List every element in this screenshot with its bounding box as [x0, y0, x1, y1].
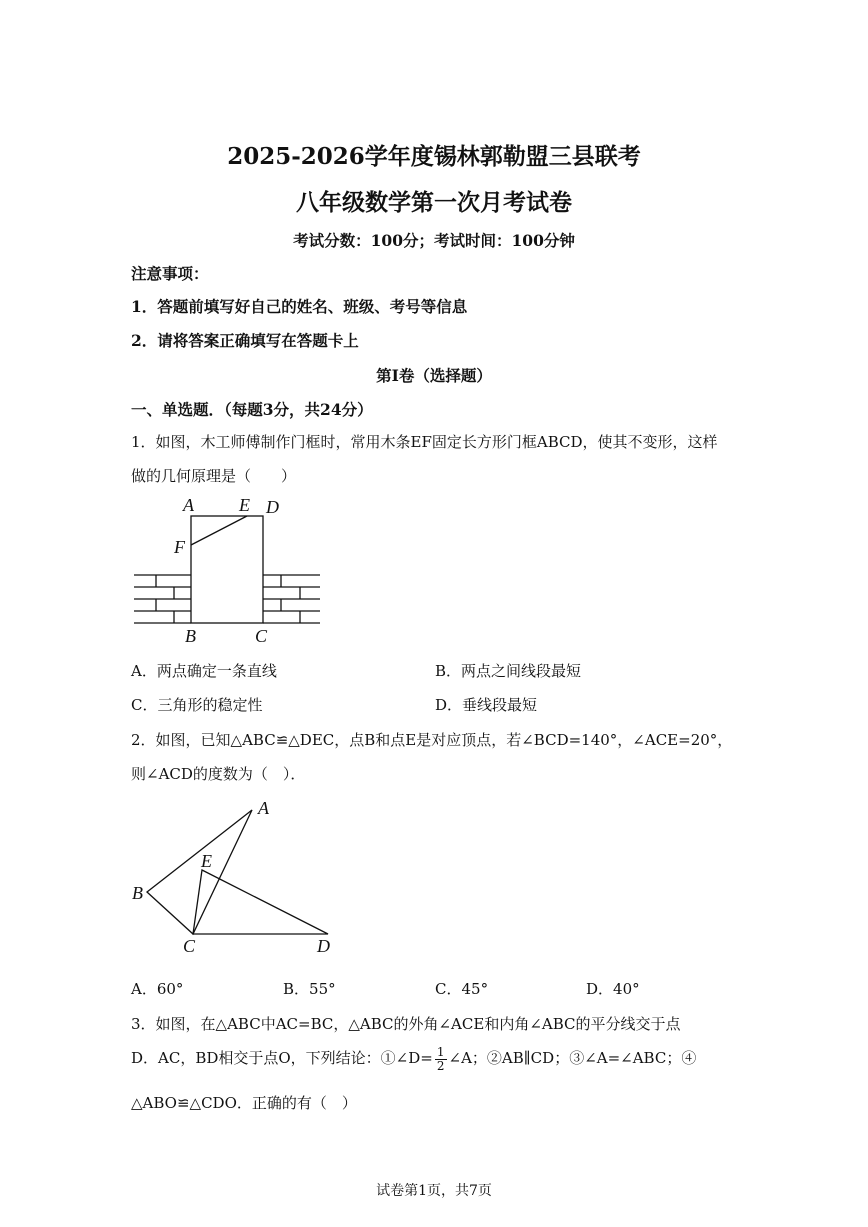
q2-label-e: E: [201, 851, 212, 871]
door-frame-rect: [191, 516, 263, 623]
notes-item-1: 1．答题前填写好自己的姓名、班级、考号等信息: [131, 297, 468, 316]
exam-title: 2025-2026学年度锡林郭勒盟三县联考: [227, 143, 641, 170]
q2-label-a: A: [258, 798, 269, 818]
q3-fraction-half: [435, 1046, 447, 1073]
q2-label-c: C: [183, 936, 196, 956]
q3-stem-line2-part2: ∠A；②AB∥CD；③∠A=∠ABC；④: [448, 1049, 697, 1067]
q1-stem-line2: 做的几何原理是（ ）: [131, 467, 297, 485]
brace-ef: [191, 516, 247, 545]
q1-option-d: D．垂线段最短: [435, 696, 538, 714]
q3-stem-line2: [131, 1043, 696, 1073]
q2-label-d: D: [317, 936, 330, 956]
q2-option-d: D．40°: [586, 980, 640, 998]
q2-stem-line1: 2．如图，已知△ABC≌△DEC，点B和点E是对应顶点，若∠BCD=140°，∠ACE=20°，: [131, 731, 733, 749]
page-footer: 试卷第1页，共7页: [376, 1183, 492, 1199]
exam-subtitle: 八年级数学第一次月考试卷: [296, 189, 572, 216]
q1-door-frame-figure: [130, 495, 330, 650]
fraction-denominator: 2: [436, 1058, 445, 1073]
q3-stem-line1: 3．如图，在△ABC中AC=BC，△ABC的外角∠ACE和内角∠ABC的平分线交于点: [131, 1015, 681, 1033]
part1-heading: 一、单选题．（每题3分，共24分）: [131, 400, 373, 419]
q1-stem-line1: 1．如图，木工师傅制作门框时，常用木条EF固定长方形门框ABCD，使其不变形，这样: [131, 433, 718, 451]
volume-heading: 第I卷（选择题）: [376, 366, 492, 385]
q1-label-a: A: [183, 495, 194, 515]
fraction-numerator: 1: [436, 1044, 445, 1059]
q1-label-d: D: [266, 497, 279, 517]
q2-triangles-figure: [128, 792, 343, 962]
q1-label-b: B: [185, 626, 196, 646]
q1-label-f: F: [174, 537, 185, 557]
q3-stem-line2-part1: D．AC，BD相交于点O，下列结论：①∠D=: [131, 1049, 433, 1067]
q1-option-a: A．两点确定一条直线: [131, 662, 277, 680]
q1-label-e: E: [239, 495, 250, 515]
q1-option-b: B．两点之间线段最短: [435, 662, 582, 680]
q2-option-c: C．45°: [435, 980, 489, 998]
triangle-dec: [193, 870, 328, 934]
notes-item-2: 2．请将答案正确填写在答题卡上: [131, 331, 359, 350]
q2-option-a: A．60°: [131, 980, 184, 998]
triangle-abc: [147, 810, 252, 934]
q1-option-c: C．三角形的稳定性: [131, 696, 263, 714]
q1-label-c: C: [255, 626, 268, 646]
q2-label-b: B: [132, 883, 143, 903]
q2-option-b: B．55°: [283, 980, 336, 998]
q3-stem-line3: △ABO≌△CDO．正确的有（ ）: [131, 1094, 357, 1112]
notes-heading: 注意事项：: [131, 264, 209, 283]
q2-stem-line2: 则∠ACD的度数为（ ）．: [131, 765, 306, 783]
exam-info: 考试分数：100分；考试时间：100分钟: [293, 231, 575, 250]
